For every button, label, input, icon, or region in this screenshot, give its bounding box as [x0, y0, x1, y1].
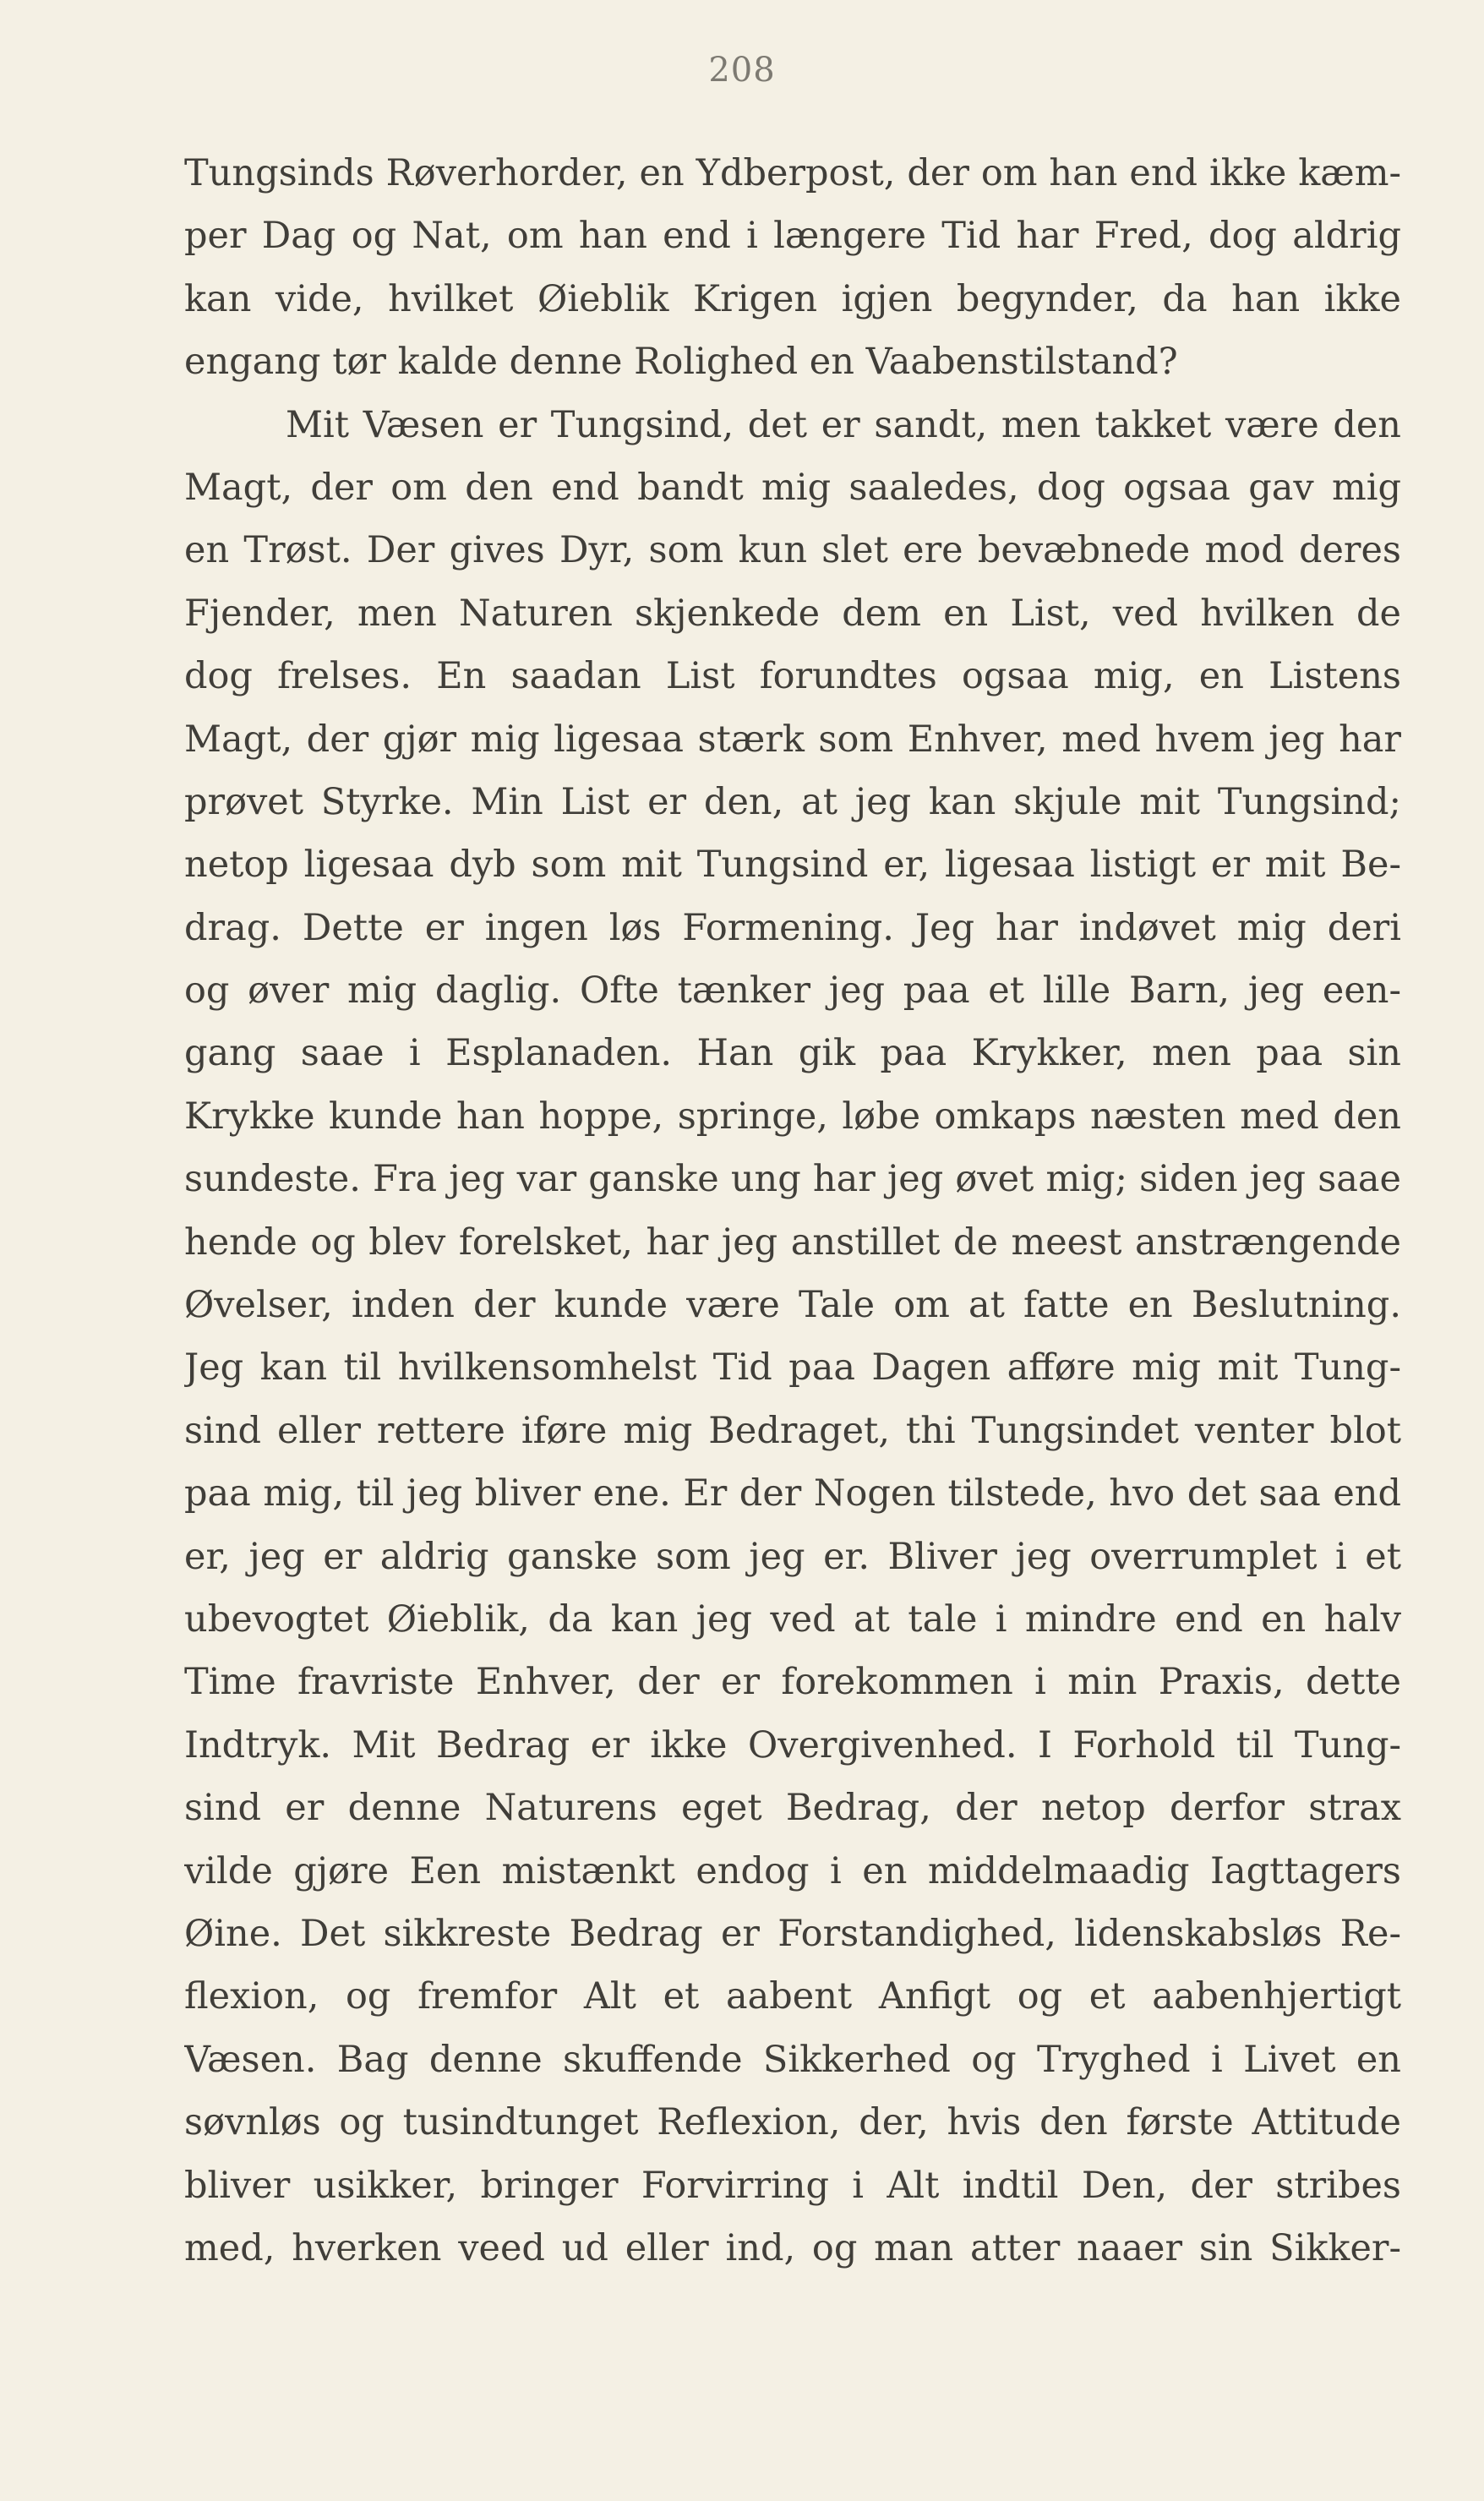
text-line: sind eller rettere iføre mig Bedraget, thi Tungsindet venter blot — [184, 1409, 1401, 1452]
text-line: er, jeg er aldrig ganske som jeg er. Bliver jeg overrumplet i et — [184, 1535, 1401, 1578]
text-line: per Dag og Nat, om han end i længere Tid har Fred, dog aldrig — [184, 215, 1401, 258]
text-line: sind er denne Naturens eget Bedrag, der netop derfor strax — [184, 1787, 1401, 1830]
text-line: flexion, og fremfor Alt et aabent Anfigt og et aabenhjertigt — [184, 1975, 1401, 2018]
text-line: drag. Dette er ingen løs Formening. Jeg har indøvet mig deri — [184, 906, 1401, 949]
text-line: Magt, der om den end bandt mig saaledes, dog ogsaa gav mig — [184, 466, 1401, 509]
text-line: Fjender, men Naturen skjenkede dem en List, ved hvilken de — [184, 592, 1401, 635]
text-line: Øine. Det sikkreste Bedrag er Forstandighed, lidenskabsløs Re- — [184, 1912, 1401, 1955]
text-line: vilde gjøre Een mistænkt endog i en middelmaadig Iagttagers — [184, 1849, 1401, 1892]
text-line: engang tør kalde denne Rolighed en Vaabenstilstand? — [184, 341, 1178, 384]
text-line: Magt, der gjør mig ligesaa stærk som Enhver, med hvem jeg har — [184, 718, 1401, 761]
body-text — [184, 142, 1401, 2280]
text-line: Krykke kunde han hoppe, springe, løbe omkaps næsten med den — [184, 1095, 1401, 1138]
text-line: sundeste. Fra jeg var ganske ung har jeg øvet mig; siden jeg saae — [184, 1158, 1401, 1201]
page-number: 208 — [708, 51, 776, 90]
text-line: Væsen. Bag denne skuffende Sikkerhed og Tryghed i Livet en — [184, 2038, 1401, 2081]
text-line: med, hverken veed ud eller ind, og man atter naaer sin Sikker- — [184, 2226, 1401, 2269]
text-line: søvnløs og tusindtunget Reflexion, der, hvis den første Attitude — [184, 2101, 1401, 2144]
text-line: bliver usikker, bringer Forvirring i Alt indtil Den, der stribes — [184, 2164, 1401, 2207]
text-line: Mit Væsen er Tungsind, det er sandt, men takket være den — [286, 403, 1401, 446]
text-line: hende og blev forelsket, har jeg anstillet de meest anstrængende — [184, 1220, 1401, 1264]
text-line: netop ligesaa dyb som mit Tungsind er, ligesaa listigt er mit Be- — [184, 844, 1401, 887]
text-line: Indtryk. Mit Bedrag er ikke Overgivenhed. I Forhold til Tung- — [184, 1723, 1401, 1767]
text-line: dog frelses. En saadan List forundtes ogsaa mig, en Listens — [184, 655, 1401, 698]
text-line: Øvelser, inden der kunde være Tale om at fatte en Beslutning. — [184, 1284, 1401, 1327]
text-line: gang saae i Esplanaden. Han gik paa Krykker, men paa sin — [184, 1032, 1401, 1075]
text-line: kan vide, hvilket Øieblik Krigen igjen begynder, da han ikke — [184, 277, 1401, 320]
text-line: prøvet Styrke. Min List er den, at jeg kan skjule mit Tungsind; — [184, 780, 1401, 823]
text-line: Tungsinds Røverhorder, en Ydberpost, der om han end ikke kæm- — [184, 152, 1401, 194]
text-line: paa mig, til jeg bliver ene. Er der Nogen tilstede, hvo det saa end — [184, 1472, 1401, 1515]
text-line: en Trøst. Der gives Dyr, som kun slet ere bevæbnede mod deres — [184, 529, 1401, 572]
text-line: Jeg kan til hvilkensomhelst Tid paa Dagen afføre mig mit Tung- — [184, 1346, 1401, 1390]
text-line: Time fravriste Enhver, der er forekommen i min Praxis, dette — [184, 1661, 1401, 1704]
text-line: ubevogtet Øieblik, da kan jeg ved at tale i mindre end en halv — [184, 1597, 1401, 1641]
text-line: og øver mig daglig. Ofte tænker jeg paa et lille Barn, jeg een- — [184, 969, 1401, 1013]
